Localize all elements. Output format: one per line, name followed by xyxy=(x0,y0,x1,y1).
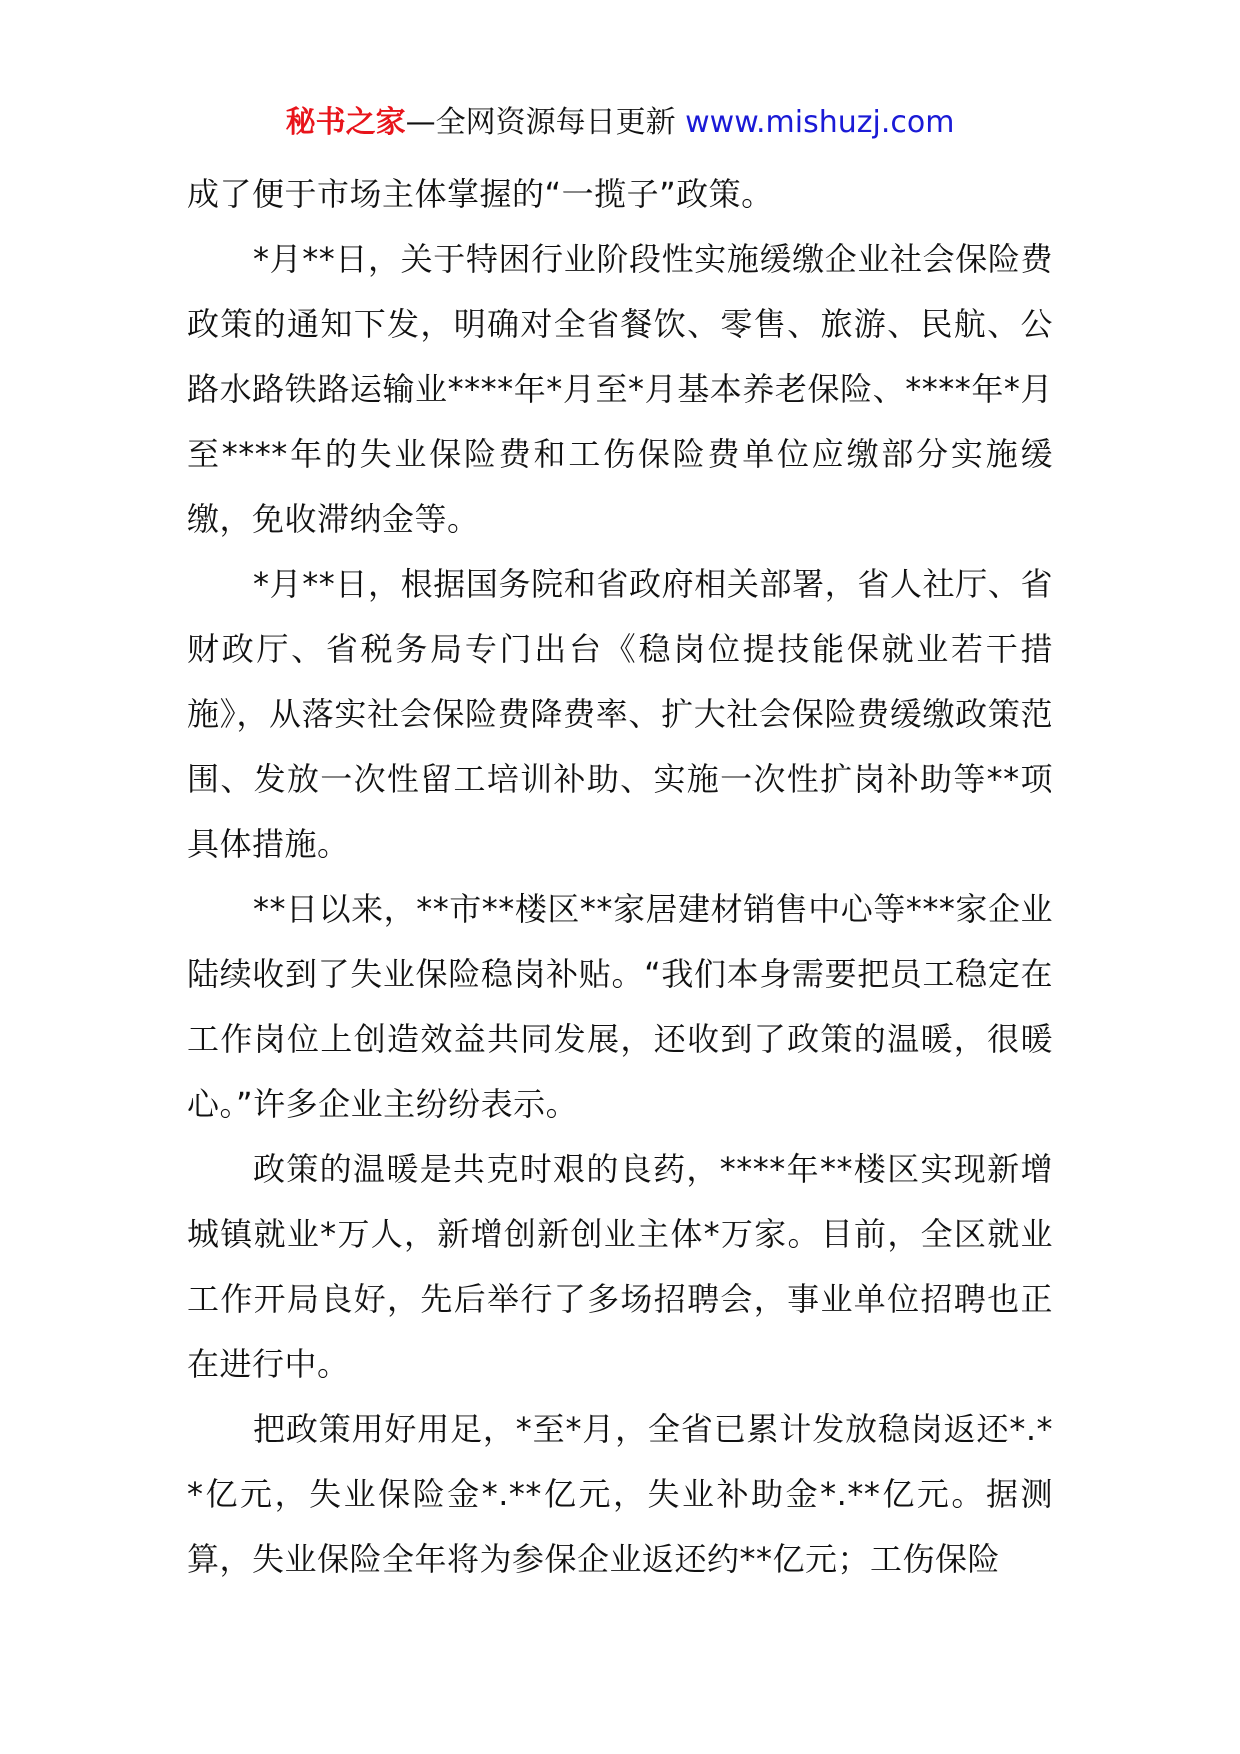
page-header xyxy=(0,100,1240,146)
document-body xyxy=(187,162,1053,1592)
paragraph: 把政策用好用足，*至*月，全省已累计发放稳岗返还*.**亿元，失业保险金*.**亿元，失业补助金*.**亿元。据测算，失业保险全年将为参保企业返还约**亿元；工伤保险 xyxy=(187,1410,1053,1578)
paragraph: *月**日，根据国务院和省政府相关部署，省人社厅、省财政厅、省税务局专门出台《稳岗位提技能保就业若干措施》，从落实社会保险费降费率、扩大社会保险费缓缴政策范围、发放一次性留工培训补助、实施一次性扩岗补助等**项具体措施。 xyxy=(187,565,1053,863)
site-tagline: —全网资源每日更新 xyxy=(405,105,686,140)
site-url-link[interactable]: www.mishuzj.com xyxy=(685,105,955,140)
paragraph-continuation: 成了便于市场主体掌握的“一揽子”政策。 xyxy=(187,175,774,213)
site-brand: 秘书之家 xyxy=(285,105,406,140)
paragraph: 政策的温暖是共克时艰的良药，****年**楼区实现新增城镇就业*万人，新增创新创业主体*万家。目前，全区就业工作开局良好，先后举行了多场招聘会，事业单位招聘也正在进行中。 xyxy=(187,1150,1053,1383)
paragraph: **日以来，**市**楼区**家居建材销售中心等***家企业陆续收到了失业保险稳岗补贴。“我们本身需要把员工稳定在工作岗位上创造效益共同发展，还收到了政策的温暖，很暖心。”许多企业主纷纷表示。 xyxy=(187,890,1053,1123)
paragraph: *月**日，关于特困行业阶段性实施缓缴企业社会保险费政策的通知下发，明确对全省餐饮、零售、旅游、民航、公路水路铁路运输业****年*月至*月基本养老保险、****年*月至****年的失业保险费和工伤保险费单位应缴部分实施缓缴，免收滞纳金等。 xyxy=(187,240,1053,538)
